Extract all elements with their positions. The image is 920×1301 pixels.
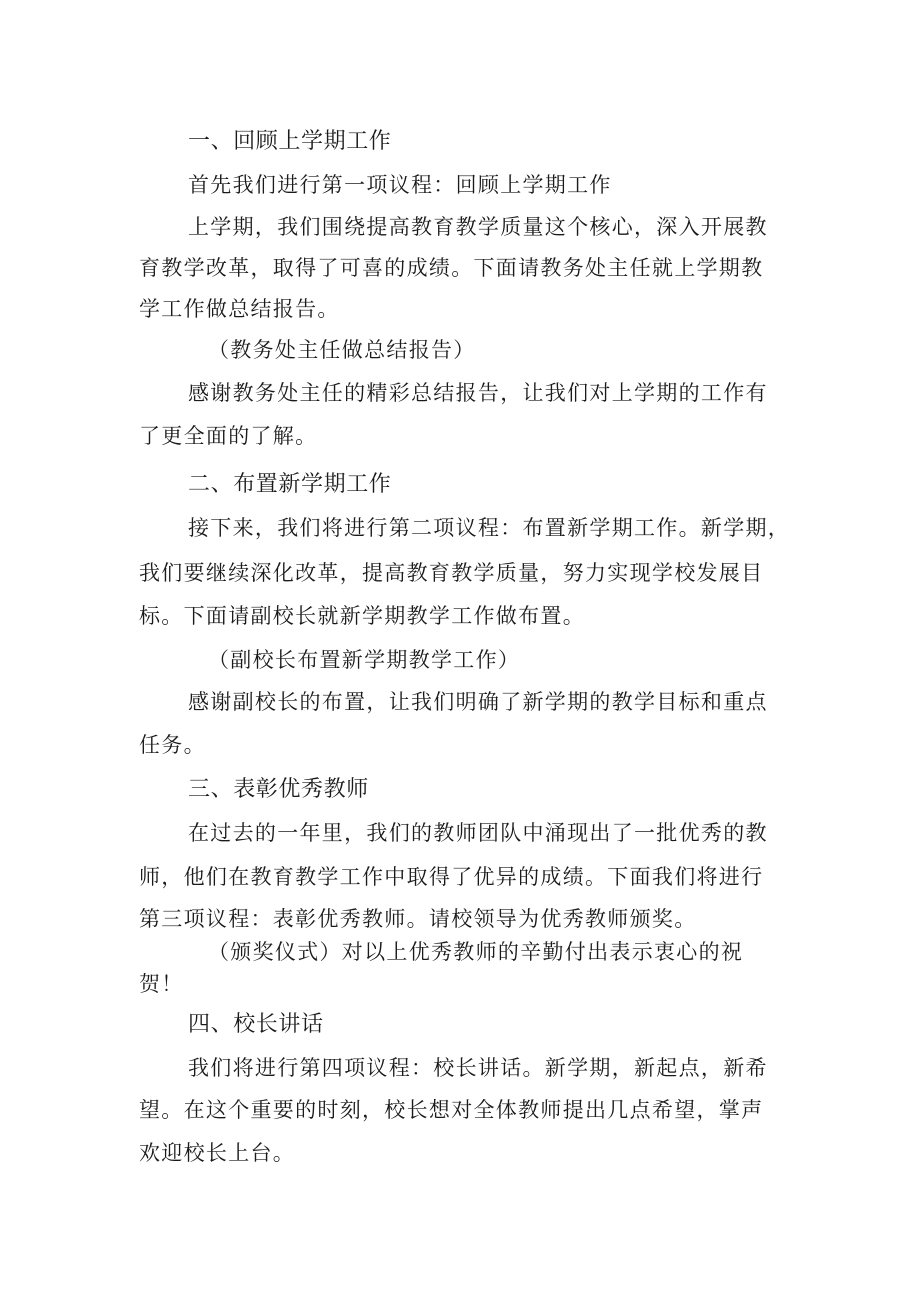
paragraph-line: 望。在这个重要的时刻，校长想对全体教师提出几点希望，掌声 [139, 1098, 764, 1122]
paragraph-line: 了更全面的了解。 [139, 424, 318, 448]
stage-direction: （教务处主任做总结报告） [208, 338, 476, 362]
stage-direction: （颁奖仪式）对以上优秀教师的辛勤付出表示衷心的祝 [208, 940, 744, 964]
paragraph-line: 在过去的一年里，我们的教师团队中涌现出了一批优秀的教 [188, 821, 768, 845]
stage-direction: （副校长布置新学期教学工作） [208, 648, 521, 672]
paragraph-line: 第三项议程：表彰优秀教师。请校领导为优秀教师颁奖。 [139, 907, 697, 931]
paragraph-line: 首先我们进行第一项议程：回顾上学期工作 [188, 173, 612, 197]
paragraph-line: 学工作做总结报告。 [139, 297, 340, 321]
section-heading-principal-speech: 四、校长讲话 [188, 1012, 324, 1037]
paragraph-line: 任务。 [139, 733, 206, 757]
section-heading-review: 一、回顾上学期工作 [188, 129, 392, 154]
paragraph-line: 接下来，我们将进行第二项议程：布置新学期工作。新学期， [188, 516, 791, 540]
paragraph-line: 贺！ [139, 972, 184, 996]
paragraph-line: 师，他们在教育教学工作中取得了优异的成绩。下面我们将进行 [139, 865, 764, 889]
paragraph-line: 感谢副校长的布置，让我们明确了新学期的教学目标和重点 [188, 690, 768, 714]
paragraph-line: 我们要继续深化改革，提高教育教学质量，努力实现学校发展目 [139, 561, 764, 585]
paragraph-line: 标。下面请副校长就新学期教学工作做布置。 [139, 604, 585, 628]
paragraph-line: 感谢教务处主任的精彩总结报告，让我们对上学期的工作有 [188, 381, 768, 405]
paragraph-line: 上学期，我们围绕提高教育教学质量这个核心，深入开展教 [188, 215, 768, 239]
paragraph-line: 我们将进行第四项议程：校长讲话。新学期，新起点，新希 [188, 1056, 768, 1080]
section-heading-new-term: 二、布置新学期工作 [188, 472, 392, 497]
paragraph-line: 育教学改革，取得了可喜的成绩。下面请教务处主任就上学期教 [139, 256, 764, 280]
paragraph-line: 欢迎校长上台。 [139, 1141, 296, 1165]
section-heading-commendation: 三、表彰优秀教师 [188, 777, 369, 802]
